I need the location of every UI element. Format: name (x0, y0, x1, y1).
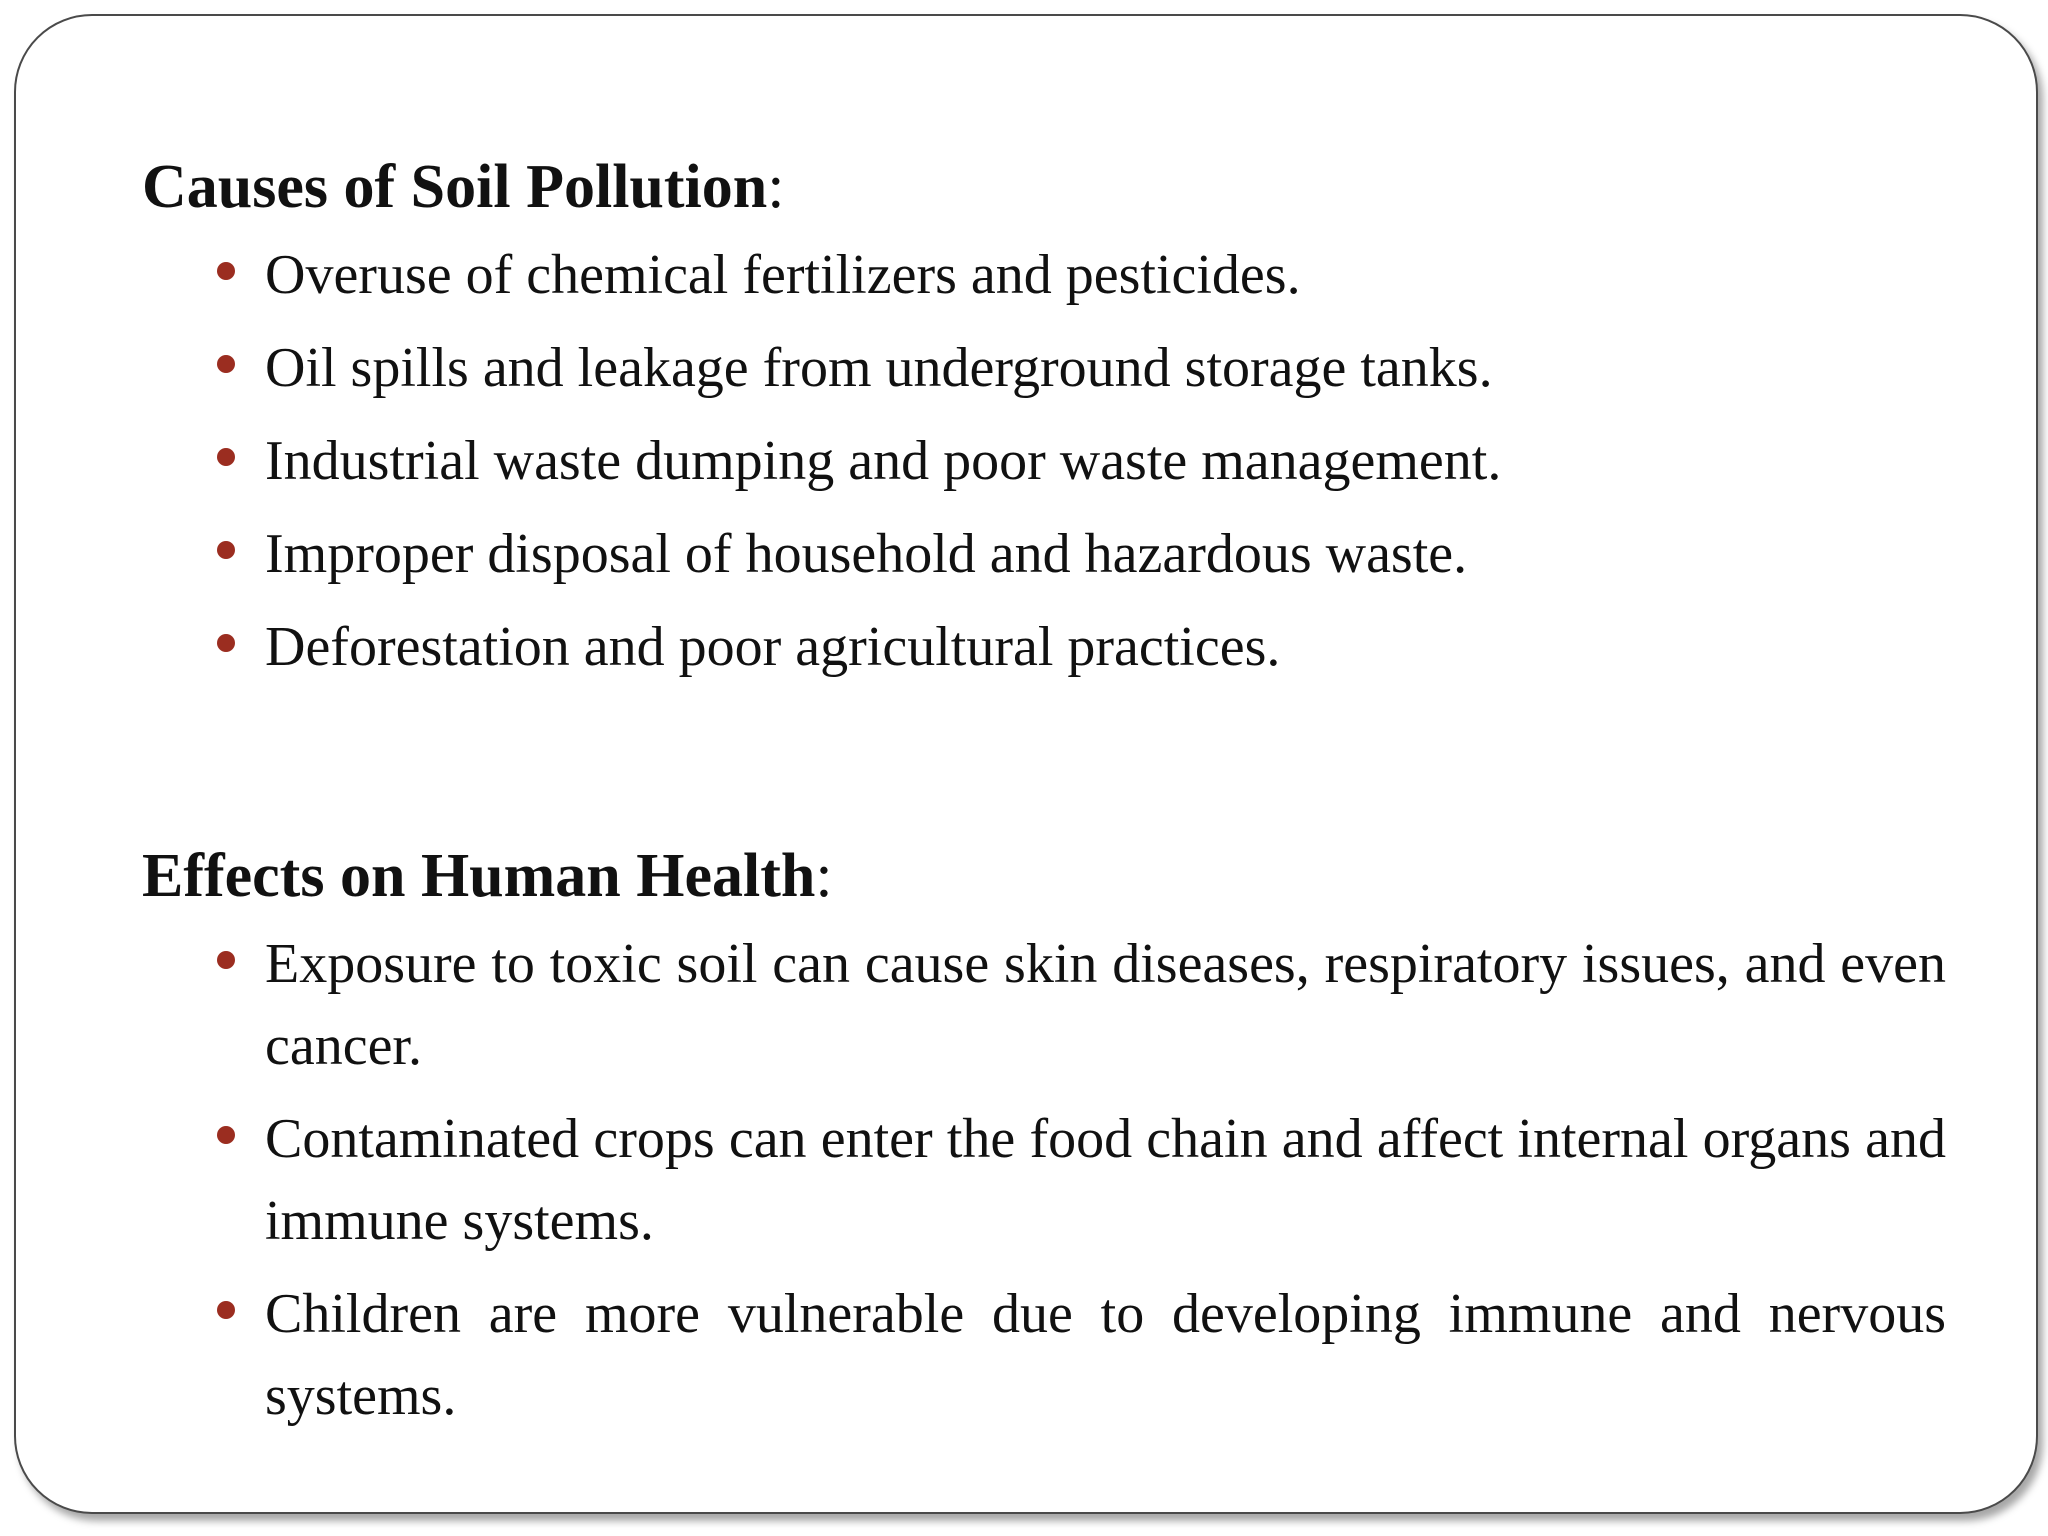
bullet-icon (217, 1126, 235, 1144)
list-item-text: Children are more vulnerable due to developing immune and nervous systems. (265, 1283, 1946, 1427)
list-item (265, 327, 1946, 409)
bullet-icon (217, 1301, 235, 1319)
causes-heading-text: Causes of Soil Pollution (142, 153, 768, 221)
bullet-icon (217, 262, 235, 280)
list-item (265, 606, 1946, 688)
bullet-icon (217, 355, 235, 373)
effects-list (142, 923, 1946, 1437)
list-item-text: Exposure to toxic soil can cause skin diseases, respiratory issues, and even cancer. (265, 933, 1946, 1077)
slide-content (142, 140, 1946, 1448)
slide-frame (14, 14, 2038, 1514)
list-item (265, 923, 1946, 1087)
list-item-text: Deforestation and poor agricultural practices. (265, 616, 1281, 678)
bullet-icon (217, 634, 235, 652)
list-item (265, 234, 1946, 316)
bullet-icon (217, 541, 235, 559)
effects-heading-colon: : (815, 842, 833, 910)
list-item-text: Industrial waste dumping and poor waste management. (265, 430, 1502, 492)
list-item (265, 1273, 1946, 1437)
effects-heading (142, 829, 1946, 923)
causes-heading (142, 140, 1946, 234)
list-item-text: Improper disposal of household and hazardous waste. (265, 523, 1468, 585)
list-item (265, 513, 1946, 595)
bullet-icon (217, 448, 235, 466)
list-item (265, 1098, 1946, 1262)
section-spacer (142, 699, 1946, 829)
list-item (265, 420, 1946, 502)
causes-list (142, 234, 1946, 688)
list-item-text: Overuse of chemical fertilizers and pesticides. (265, 244, 1301, 306)
bullet-icon (217, 951, 235, 969)
effects-heading-text: Effects on Human Health (142, 842, 816, 910)
list-item-text: Oil spills and leakage from underground storage tanks. (265, 337, 1493, 399)
causes-heading-colon: : (767, 153, 785, 221)
list-item-text: Contaminated crops can enter the food chain and affect internal organs and immune systems. (265, 1108, 1946, 1252)
